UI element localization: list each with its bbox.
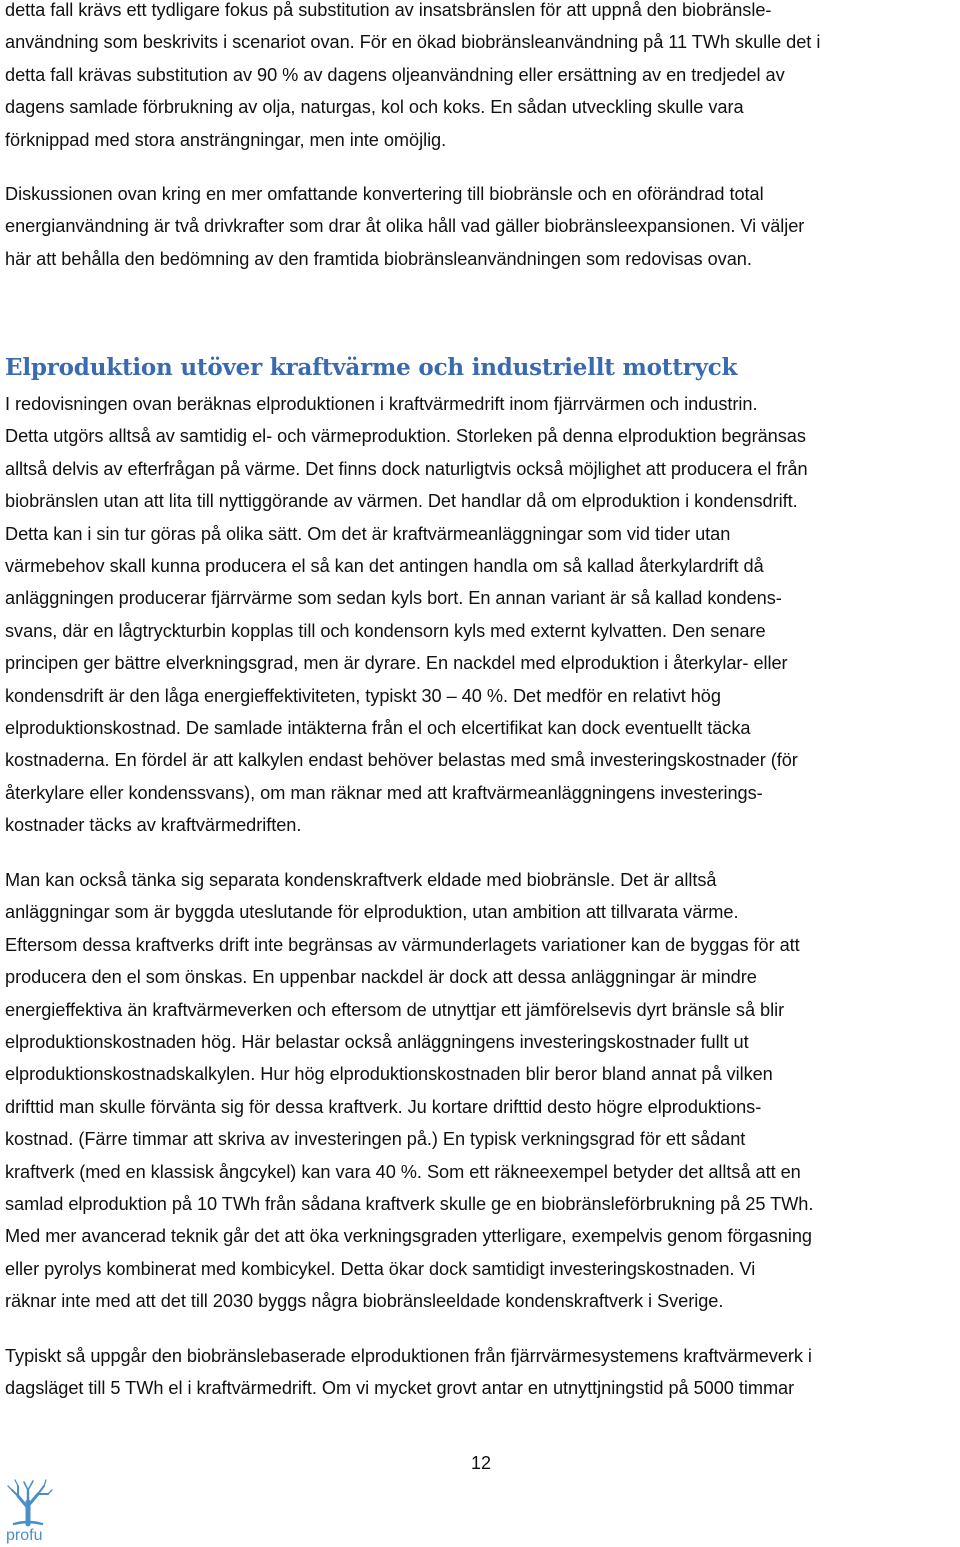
text-line: energieffektiva än kraftvärmeverken och eftersom de utnyttjar ett jämförelsevis dyrt bränsle så blir xyxy=(5,999,785,1020)
text-line: värmebehov skall kunna producera el så kan det antingen handla om så kallad återkylardrift då xyxy=(5,555,764,576)
text-line: samlad elproduktion på 10 TWh från sådana kraftverk skulle ge en biobränsleförbrukning på 25 TWh. xyxy=(5,1193,814,1214)
paragraph-typical xyxy=(5,1340,957,1405)
text-line: anläggningar som är byggda uteslutande för elproduktion, utan ambition att tillvarata värme. xyxy=(5,902,739,923)
text-line: detta fall krävas substitution av 90 % av dagens oljeanvändning eller ersättning av en tredjedel av xyxy=(5,64,785,85)
text-line: användning som beskrivits i scenariot ovan. För en ökad biobränsleanvändning på 11 TWh skulle det i xyxy=(5,32,821,53)
text-line: Diskussionen ovan kring en mer omfattande konvertering till biobränsle och en oförändrad total xyxy=(5,184,764,204)
text-line: elproduktionskostnadskalkylen. Hur hög elproduktionskostnaden blir beror bland annat på vilken xyxy=(5,1064,773,1085)
paragraph-condensing-plants xyxy=(5,864,957,1317)
profu-logo xyxy=(4,1472,64,1544)
text-line: kraftverk (med en klassisk ångcykel) kan vara 40 %. Som ett räkneexempel betyder det alltså att en xyxy=(5,1161,801,1182)
text-line: Eftersom dessa kraftverks drift inte begränsas av värmunderlagets variationer kan de byggas för att xyxy=(5,934,800,955)
text-line: I redovisningen ovan beräknas elproduktionen i kraftvärmedrift inom fjärrvärmen och industrin. xyxy=(5,394,758,414)
text-line: kostnad. (Färre timmar att skriva av investeringen på.) En typisk verkningsgrad för ett sådant xyxy=(5,1129,746,1150)
text-line: drifttid man skulle förvänta sig för dessa kraftverk. Ju kortare drifttid desto högre elproduktions- xyxy=(5,1096,762,1117)
text-line: här att behålla den bedömning av den framtida biobränsleanvändningen som redovisas ovan. xyxy=(5,248,752,269)
text-line: eller pyrolys kombinerat med kombicykel. Detta ökar dock samtidigt investeringskostnaden. Vi xyxy=(5,1258,756,1279)
text-line: Detta kan i sin tur göras på olika sätt. Om det är kraftvärmeanläggningar som vid tider utan xyxy=(5,523,731,544)
text-line: räknar inte med att det till 2030 byggs några biobränsleeldade kondenskraftverk i Sverige. xyxy=(5,1291,724,1312)
logo-text: profu xyxy=(6,1527,43,1544)
text-line: kostnaderna. En fördel är att kalkylen endast behöver belastas med små investeringskostnader (för xyxy=(5,750,798,771)
text-line: detta fall krävs ett tydligare fokus på substitution av insatsbränslen för att uppnå den biobränsle- xyxy=(5,0,772,20)
text-line: återkylare eller kondenssvans), om man räknar med att kraftvärmeanläggningens investerings- xyxy=(5,782,763,803)
text-line: Man kan också tänka sig separata kondenskraftverk eldade med biobränsle. Det är alltså xyxy=(5,870,717,890)
text-line: kostnader täcks av kraftvärmedriften. xyxy=(5,815,302,836)
text-line: Med mer avancerad teknik går det att öka verkningsgraden ytterligare, exempelvis genom förgasning xyxy=(5,1226,812,1247)
text-line: energianvändning är två drivkrafter som drar åt olika håll vad gäller biobränsleexpansionen. Vi väljer xyxy=(5,216,805,237)
text-line: Typiskt så uppgår den biobränslebaserade elproduktionen från fjärrvärmesystemens kraftvärmeverk i xyxy=(5,1346,812,1366)
text-line: biobränslen utan att lita till nyttiggörande av värmen. Det handlar då om elproduktion i kondensdrift. xyxy=(5,491,798,512)
text-line: elproduktionskostnaden hög. Här belastar också anläggningens investeringskostnader fullt ut xyxy=(5,1031,749,1052)
text-line: alltså delvis av efterfrågan på värme. Det finns dock naturligtvis också möjlighet att producera el från xyxy=(5,458,808,479)
section-heading: Elproduktion utöver kraftvärme och industriellt mottryck xyxy=(5,354,738,381)
paragraph-discussion xyxy=(5,178,957,275)
tree-icon xyxy=(4,1472,64,1544)
text-line: kondensdrift är den låga energieffektiviteten, typiskt 30 – 40 %. Det medför en relativt hög xyxy=(5,685,721,706)
paragraph-intro xyxy=(5,0,957,156)
text-line: Detta utgörs alltså av samtidig el- och värmeproduktion. Storleken på denna elproduktion begränsas xyxy=(5,426,806,447)
text-line: dagens samlade förbrukning av olja, naturgas, kol och koks. En sådan utveckling skulle vara xyxy=(5,97,744,118)
text-line: principen ger bättre elverkningsgrad, men är dyrare. En nackdel med elproduktion i återkylar- eller xyxy=(5,653,788,674)
page-number: 12 xyxy=(470,1453,492,1473)
text-line: svans, där en lågtryckturbin kopplas till och kondensorn kyls med externt kylvatten. Den senare xyxy=(5,620,766,641)
text-line: förknippad med stora ansträngningar, men inte omöjlig. xyxy=(5,129,447,150)
text-line: elproduktionskostnad. De samlade intäkterna från el och elcertifikat kan dock eventuellt täcka xyxy=(5,717,751,738)
paragraph-elproduction xyxy=(5,388,957,841)
text-line: producera den el som önskas. En uppenbar nackdel är dock att dessa anläggningar är mindre xyxy=(5,967,757,988)
text-line: dagsläget till 5 TWh el i kraftvärmedrift. Om vi mycket grovt antar en utnyttjningstid på 5000 timmar xyxy=(5,1378,795,1399)
text-line: anläggningen producerar fjärrvärme som sedan kyls bort. En annan variant är så kallad kondens- xyxy=(5,588,782,609)
